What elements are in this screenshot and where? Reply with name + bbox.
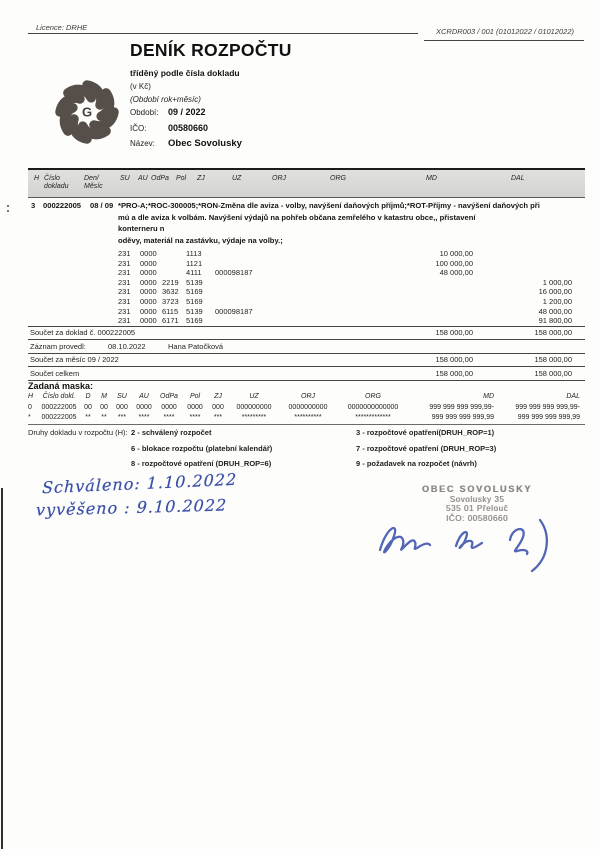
mask-cell: 000000000 (236, 403, 272, 411)
report-code: XCRDR003 / 001 (01012022 / 01012022) (436, 27, 575, 36)
period-label: Období: (130, 108, 159, 117)
mask-cell: *** (213, 413, 223, 421)
mask-cell: 000 (212, 403, 224, 411)
cell-au: 0000 (140, 268, 157, 278)
legend-item: 8 - rozpočtové opatření (DRUH_ROP=6) (131, 459, 272, 468)
sum-rule (28, 366, 585, 367)
doc-sum-md: 158 000,00 (435, 328, 473, 337)
scan-speck-artifact (7, 205, 9, 207)
cell-pol: 5139 (186, 277, 203, 287)
mask-cell: 999 999 999 999,99 (517, 413, 580, 421)
mask-col: MD (483, 393, 494, 400)
cell-uz: 000098187 (215, 268, 253, 278)
month-sum-label: Součet za měsíc 09 / 2022 (30, 355, 119, 364)
cell-pol: 5139 (186, 306, 203, 316)
mask-header-row (28, 393, 580, 400)
ico-label: IČO: (130, 124, 147, 133)
mask-cell: ** (101, 413, 107, 421)
pinwheel-icon (50, 75, 124, 149)
record-note-line: *PRO-A;*ROC-300005;*RON-Změna dle aviza - volby, navýšení daňových příjmů;*ROT-Příjmy - navýšení daňových při (118, 201, 540, 210)
record-note-line: oděvy, materiál na zastávku, výdaje na volby.; (118, 235, 283, 245)
handwritten-posted-date: vyvěšeno : 9.10.2022 (35, 495, 228, 520)
cell-uz: 000098187 (215, 306, 253, 316)
total-sum-md: 158 000,00 (435, 368, 473, 378)
mask-cell: 0 (28, 403, 32, 411)
mask-cell: ********** (294, 413, 322, 421)
cell-md: 48 000,00 (439, 268, 473, 278)
col-cislo-2: dokladu (44, 183, 69, 190)
cell-au: 0000 (140, 316, 157, 326)
cell-su: 231 (118, 316, 131, 326)
entered-by-name: Hana Patočková (168, 341, 224, 351)
cell-au: 0000 (140, 258, 157, 268)
cell-au: 0000 (140, 277, 157, 287)
mask-cell: 999 999 999 999,99- (429, 403, 494, 411)
mask-row (28, 404, 580, 411)
stamp-street: Sovolusky 35 (449, 494, 505, 504)
mask-col: UZ (249, 393, 259, 400)
cell-au: 0000 (140, 297, 157, 306)
col-md: MD (426, 175, 437, 182)
legend-item: 9 - požadavek na rozpočet (návrh) (356, 459, 477, 468)
stamp-ico: IČO: 00580660 (445, 513, 509, 523)
entered-by-date: 08.10.2022 (108, 341, 146, 351)
mask-col: AU (139, 393, 149, 400)
cell-odpa: 3723 (162, 297, 179, 306)
cell-pol: 1113 (186, 249, 202, 258)
cell-dal: 1 000,00 (542, 277, 572, 287)
cell-pol: 5169 (186, 316, 203, 326)
cell-dal: 1 200,00 (542, 297, 572, 306)
cell-odpa: 6115 (162, 306, 179, 316)
mask-cell: 000222005 (41, 403, 77, 411)
mask-col: H (28, 393, 34, 400)
mask-col: D (85, 393, 91, 400)
mask-cell: **** (163, 413, 175, 421)
record-h: 3 (31, 201, 36, 210)
doc-sum-dal: 158 000,00 (534, 328, 572, 337)
period-note: (Období rok+měsíc) (130, 95, 201, 104)
record-note-line: mú a dle aviza k volbám. Navýšení výdajů na pohřeb občana zemřelého v katastru obce,, přistavení (118, 212, 476, 222)
doc-sum-label: Součet za doklad č. 000222005 (30, 328, 136, 337)
col-au: AU (138, 175, 148, 182)
col-h: H (34, 175, 40, 182)
cell-pol: 5169 (186, 297, 203, 306)
handwritten-approved-date: Schváleno: 1.10.2022 (41, 469, 238, 498)
mask-col: ORG (365, 393, 381, 400)
mask-cell: 0000000000 (288, 403, 328, 411)
mask-col: M (101, 393, 107, 400)
mask-col: ORJ (301, 393, 315, 400)
col-pol: Pol (176, 175, 187, 182)
stamp-city: 535 01 Přelouč (445, 504, 509, 513)
col-odpa: OdPa (151, 175, 169, 182)
cell-su: 231 (118, 277, 131, 287)
journal-table-header (28, 168, 585, 198)
cell-su: 231 (118, 258, 131, 268)
mask-cell: ********* (241, 413, 267, 421)
col-cislo-1: Číslo (44, 175, 60, 182)
cell-dal: 48 000,00 (538, 306, 572, 316)
col-su: SU (120, 175, 130, 182)
mask-cell: 000 (116, 403, 128, 411)
currency-note: (v Kč) (130, 82, 151, 91)
mask-col: Číslo dokl. (42, 393, 76, 400)
total-sum-label: Součet celkem (30, 368, 80, 378)
cell-odpa: 6171 (162, 316, 179, 326)
cell-odpa: 2219 (162, 277, 179, 287)
cell-su: 231 (118, 297, 131, 306)
period-value: 09 / 2022 (168, 107, 206, 117)
cell-pol: 5169 (186, 287, 203, 297)
cell-su: 231 (118, 249, 131, 258)
col-zj: ZJ (197, 175, 205, 182)
mask-col: ZJ (214, 393, 222, 400)
record-note-line: konterneru n (118, 224, 165, 233)
cell-odpa: 3632 (162, 287, 179, 297)
cell-su: 231 (118, 287, 131, 297)
mask-cell: 00 (84, 403, 92, 411)
licence-text: Licence: DRHE (36, 23, 88, 32)
header-rule-right (424, 40, 584, 41)
mask-cell: 999 999 999 999,99- (515, 403, 580, 411)
name-label: Název: (130, 139, 155, 148)
legend-item: 6 - blokace rozpočtu (platební kalendář) (131, 443, 273, 453)
mask-cell: ** (85, 413, 91, 421)
col-orj: ORJ (272, 175, 286, 182)
col-uz: UZ (232, 175, 242, 182)
sum-rule (28, 339, 585, 340)
record-doc-number: 000222005 (43, 201, 82, 210)
mask-cell: *** (117, 413, 127, 421)
header-rule-left (28, 33, 418, 34)
ico-value: 00580660 (168, 123, 209, 133)
mask-cell: 0000 (161, 403, 177, 411)
mask-col: Pol (189, 393, 201, 400)
logo-letter: G (81, 104, 93, 120)
mask-cell: 0000000000000 (347, 403, 399, 411)
mask-cell: **** (189, 413, 201, 421)
sum-rule (28, 380, 585, 381)
cell-au: 0000 (140, 249, 157, 258)
sum-rule (28, 353, 585, 354)
signature-scribble (372, 512, 568, 574)
mask-rule (28, 424, 585, 425)
cell-md: 10 000,00 (439, 249, 473, 258)
mask-cell: **** (138, 413, 150, 421)
mask-row (28, 414, 580, 421)
cell-pol: 4111 (186, 268, 202, 278)
col-org: ORG (330, 175, 346, 182)
scan-edge-artifact (1, 488, 3, 849)
legend-item: 2 - schválený rozpočet (131, 428, 212, 437)
name-value: Obec Sovolusky (168, 138, 242, 149)
legend-item: 7 - rozpočtové opatření (DRUH_ROP=3) (356, 443, 497, 453)
month-sum-md: 158 000,00 (435, 355, 473, 364)
cell-dal: 16 000,00 (538, 287, 572, 297)
col-den-1: Den/ (84, 175, 99, 182)
total-sum-dal: 158 000,00 (534, 368, 572, 378)
record-day-month: 08 / 09 (90, 201, 114, 210)
cell-au: 0000 (140, 287, 157, 297)
mask-col: DAL (566, 393, 580, 400)
mask-col: OdPa (160, 393, 178, 400)
sort-subtitle: tříděný podle čísla dokladu (130, 68, 240, 78)
mask-col: SU (117, 393, 127, 400)
col-dal: DAL (511, 175, 525, 182)
page-title: DENÍK ROZPOČTU (130, 40, 292, 60)
cell-dal: 91 800,00 (538, 316, 572, 326)
mask-cell: 00 (100, 403, 108, 411)
legend-label: Druhy dokladu v rozpočtu (H): (28, 428, 128, 437)
mask-cell: * (28, 413, 31, 421)
mask-cell: 000222005 (41, 413, 77, 421)
legend-item: 3 - rozpočtové opatření(DRUH_ROP=1) (356, 428, 495, 437)
cell-au: 0000 (140, 306, 157, 316)
entered-by-label: Záznam provedl: (30, 341, 86, 351)
month-sum-dal: 158 000,00 (534, 355, 572, 364)
cell-su: 231 (118, 306, 131, 316)
mask-cell: 0000 (187, 403, 203, 411)
cell-md: 100 000,00 (435, 258, 473, 268)
cell-pol: 1121 (186, 258, 203, 268)
col-den-2: Měsíc (84, 183, 103, 190)
mask-cell: 0000 (136, 403, 152, 411)
mask-cell: ************* (355, 413, 391, 421)
mask-cell: 999 999 999 999,99 (431, 413, 494, 421)
sum-rule (28, 326, 585, 327)
mask-title: Zadaná maska: (28, 381, 94, 391)
stamp-name: OBEC SOVOLUSKY (421, 484, 533, 494)
cell-su: 231 (118, 268, 131, 278)
gordic-pinwheel-logo (50, 75, 124, 154)
